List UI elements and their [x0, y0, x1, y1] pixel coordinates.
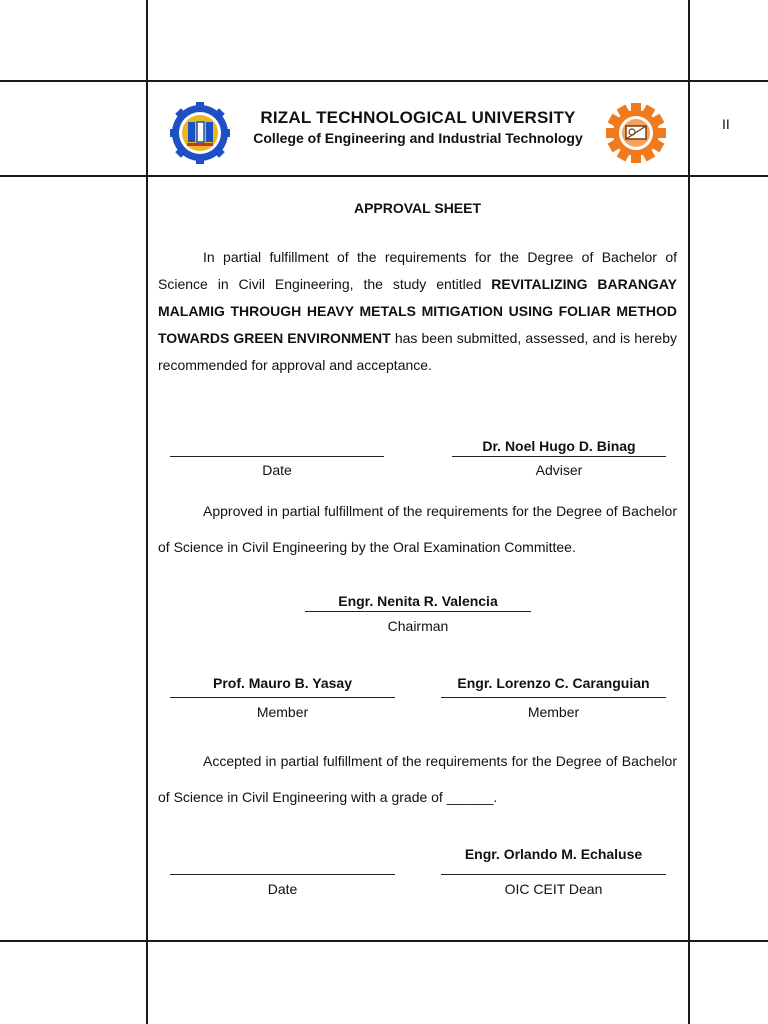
page-number: II	[722, 116, 730, 132]
college-name: College of Engineering and Industrial Technology	[253, 130, 583, 146]
signature-line	[452, 456, 666, 457]
member1-name: Prof. Mauro B. Yasay	[212, 675, 352, 691]
signature-line	[170, 874, 395, 875]
chairman-role: Chairman	[387, 618, 449, 634]
committee-approval-paragraph: Approved in partial fulfillment of the requirements for the Degree of Bachelor of Science in Civil Engineering by the Oral Examination Committee.	[158, 503, 677, 555]
document-header	[170, 100, 670, 168]
signature-line	[170, 697, 395, 698]
date-signature-block	[170, 437, 384, 479]
member1-signature-block	[170, 674, 395, 721]
frame-rule-left	[146, 0, 148, 1024]
member2-signature-block	[441, 674, 666, 721]
chairman-signature-block	[305, 592, 531, 635]
frame-rule-right	[688, 0, 690, 1024]
recommendation-text-before: In partial fulfillment of the requirements for the Degree of Bachelor of Science in Civil Engineering, the study entitled	[158, 249, 677, 292]
dean-date-signature-block	[170, 845, 395, 898]
frame-rule-bottom	[0, 940, 768, 942]
signature-line	[305, 611, 531, 612]
frame-rule-header	[0, 175, 768, 177]
member1-role: Member	[256, 704, 309, 720]
signature-line	[441, 697, 666, 698]
member2-name: Engr. Lorenzo C. Caranguian	[457, 675, 650, 691]
member2-role: Member	[527, 704, 580, 720]
signature-line	[170, 456, 384, 457]
ceit-gear-logo-icon	[606, 102, 666, 169]
approval-sheet-title: APPROVAL SHEET	[353, 200, 482, 216]
recommendation-text-after: has been submitted, assessed, and is hereby recommended for approval and acceptance.	[158, 330, 678, 373]
adviser-signature-block	[452, 437, 666, 479]
dean-signature-block	[441, 845, 666, 898]
date-label: Date	[262, 462, 292, 478]
dean-date-value	[170, 845, 395, 863]
dean-name: Engr. Orlando M. Echaluse	[464, 846, 643, 862]
university-name: RIZAL TECHNOLOGICAL UNIVERSITY	[260, 108, 576, 127]
adviser-name: Dr. Noel Hugo D. Binag	[482, 438, 636, 454]
study-title: REVITALIZING BARANGAY MALAMIG THROUGH HEAVY METALS MITIGATION USING FOLIAR METHOD TOWARDS GREEN ENVIRONMENT	[158, 276, 677, 346]
chairman-name: Engr. Nenita R. Valencia	[338, 593, 498, 609]
recommendation-paragraph	[158, 244, 677, 379]
frame-rule-top	[0, 80, 768, 82]
dean-date-label: Date	[267, 881, 298, 897]
grade-acceptance-paragraph: Accepted in partial fulfillment of the requirements for the Degree of Bachelor of Science in Civil Engineering with a grade of ______.	[158, 753, 677, 805]
dean-role: OIC CEIT Dean	[504, 881, 603, 897]
adviser-role: Adviser	[535, 462, 583, 478]
date-signature-value	[170, 437, 384, 455]
signature-line	[441, 874, 666, 875]
rtu-seal-icon	[170, 102, 230, 169]
